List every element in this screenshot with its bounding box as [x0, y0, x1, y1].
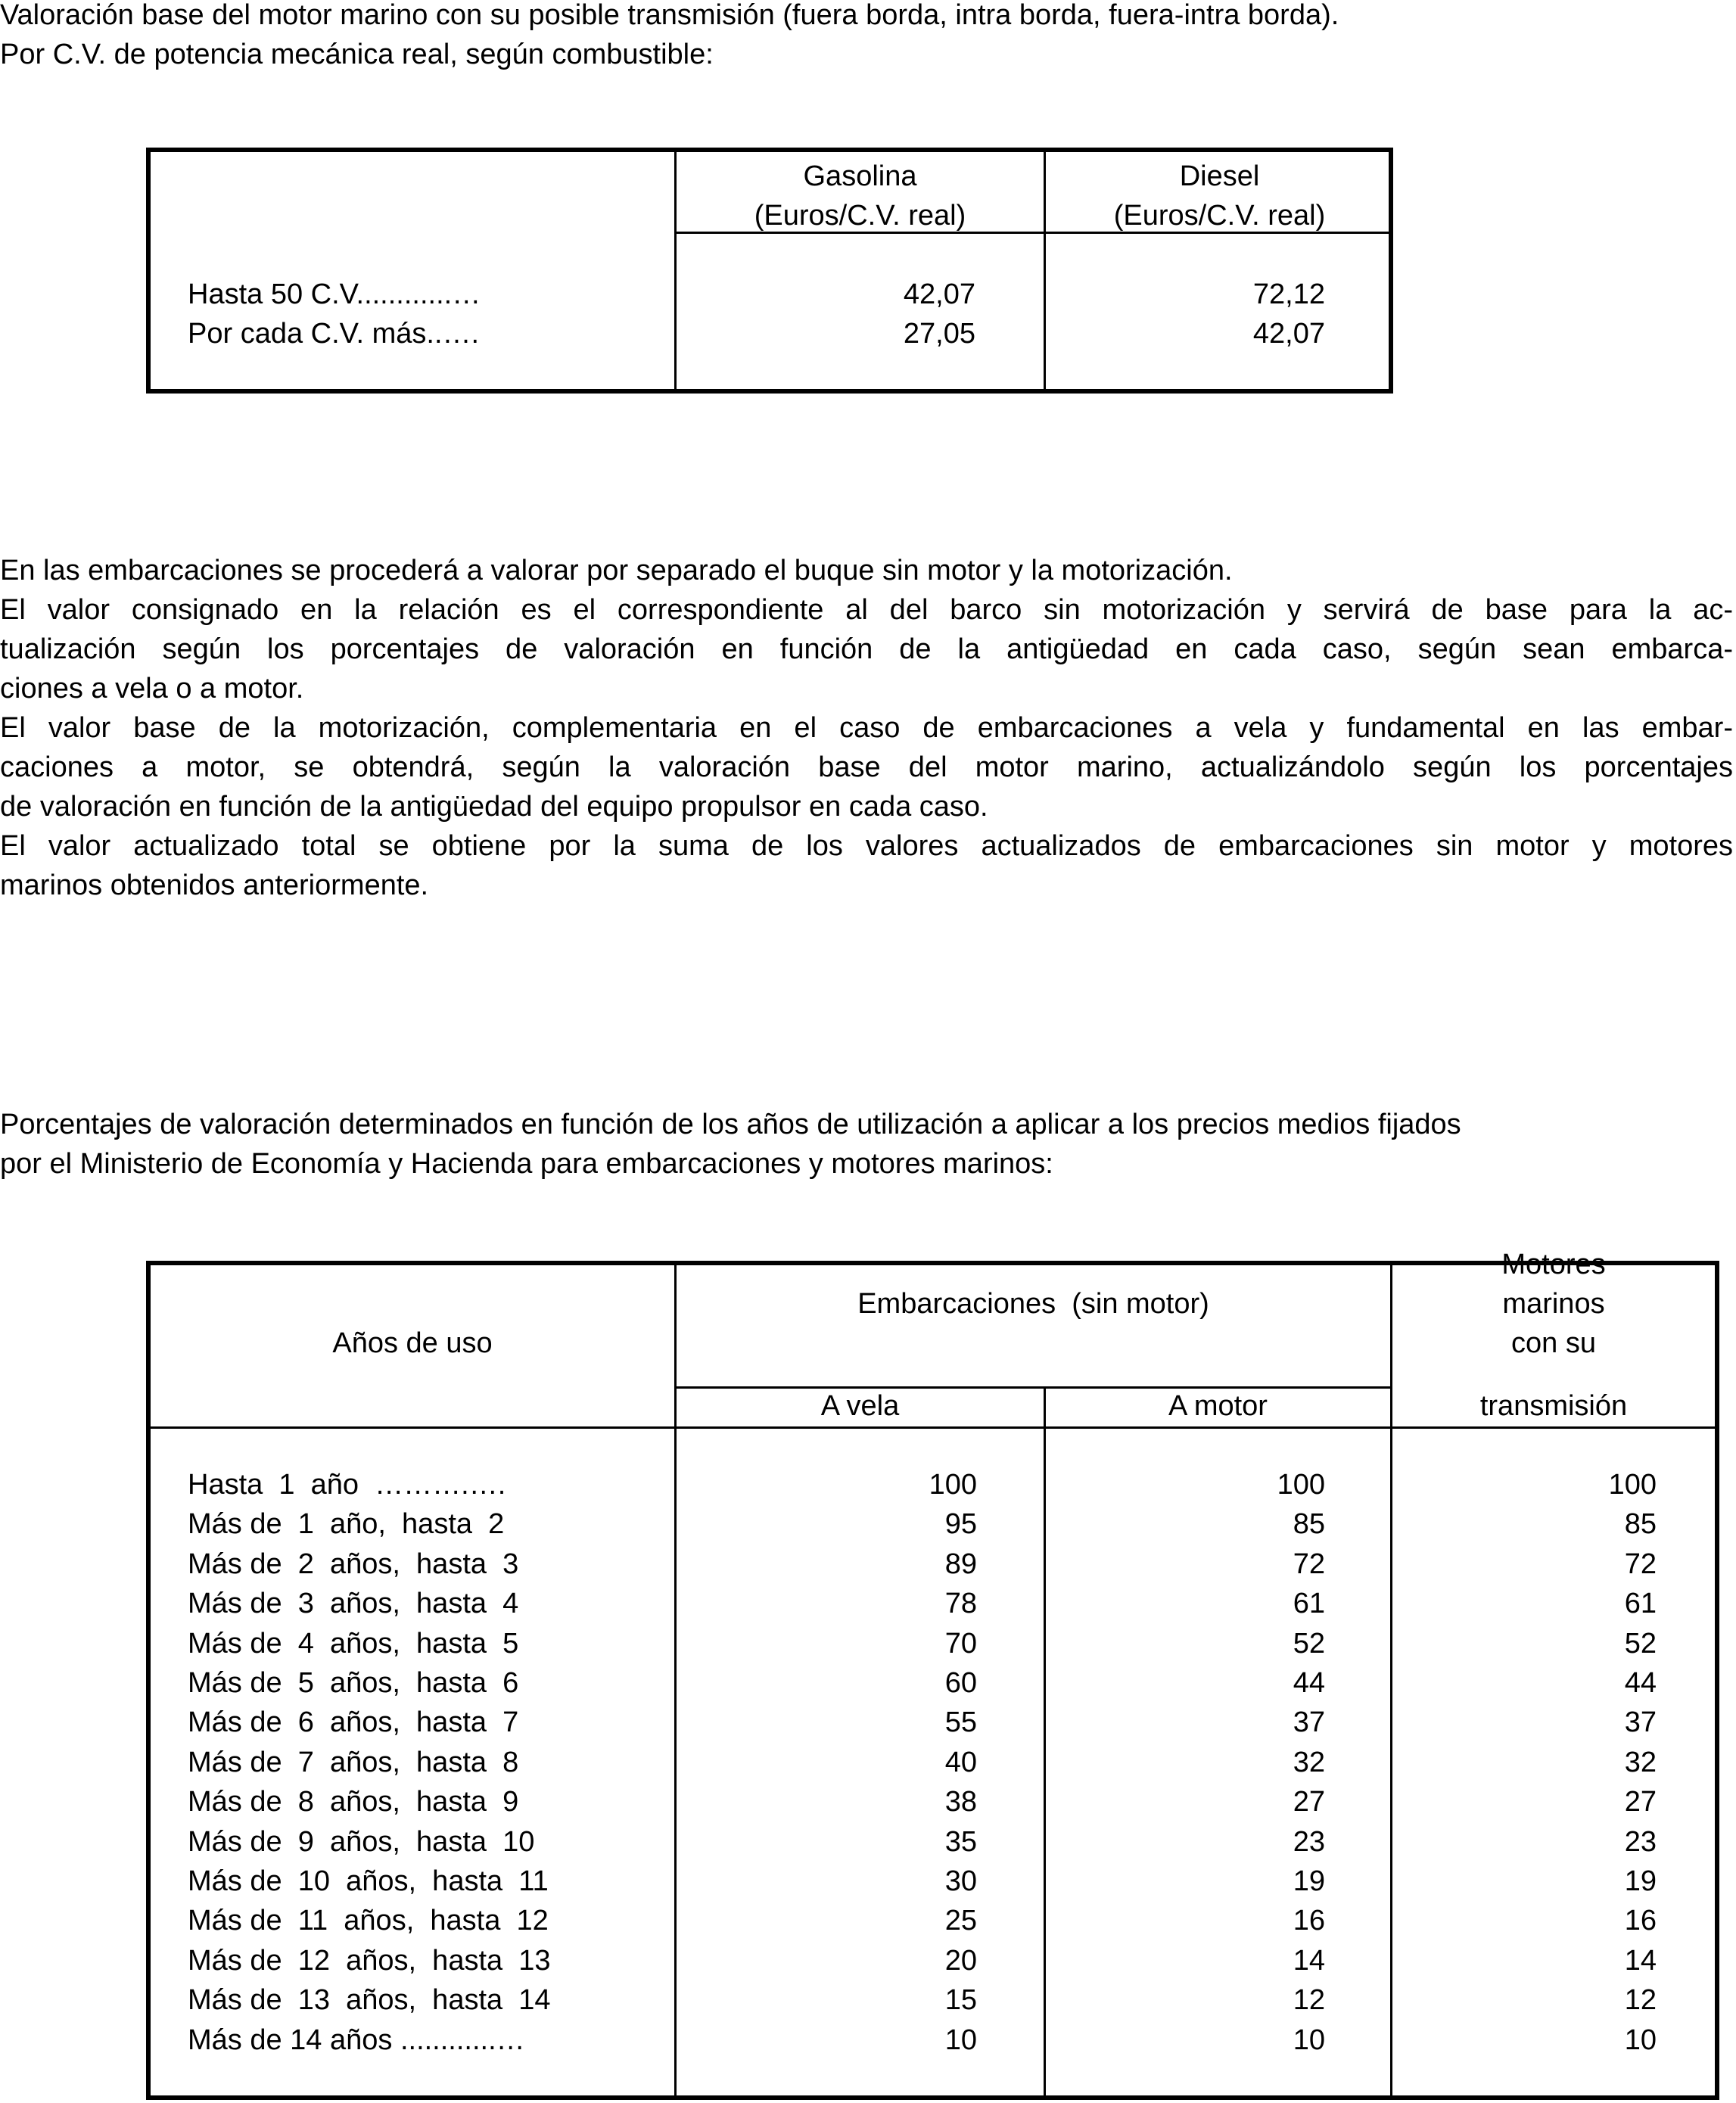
para-line: El valor consignado en la relación es el correspondiente al del barco sin motorización y servirá de base para la ac-	[0, 594, 1733, 626]
para-line: ciones a vela o a motor.	[0, 673, 304, 705]
row-vela: 78	[944, 1588, 977, 1620]
header-motores: con su	[1511, 1327, 1596, 1359]
row-label: Más de 8 años, hasta 9	[188, 1786, 519, 1818]
row-motor: 16	[1293, 1905, 1325, 1937]
para-line: marinos obtenidos anteriormente.	[0, 870, 429, 901]
row-motores: 10	[1624, 2024, 1657, 2056]
row-motores: 32	[1624, 1746, 1657, 1778]
row-motores: 27	[1624, 1786, 1657, 1818]
row-motores: 12	[1624, 1984, 1657, 2017]
row-vela: 25	[944, 1905, 977, 1937]
para-line: caciones a motor, se obtendrá, según la valoración base del motor marino, actualizándolo según los porcentajes	[0, 751, 1733, 783]
row-label: Más de 14 años ............…	[188, 2024, 525, 2056]
row-motor: 23	[1293, 1825, 1325, 1858]
row-label: Más de 5 años, hasta 6	[188, 1667, 519, 1699]
row-motor: 44	[1293, 1667, 1325, 1699]
row-motor: 12	[1293, 1984, 1325, 2017]
fuel-price-table	[146, 148, 1393, 394]
row-vela: 89	[944, 1548, 977, 1580]
header-gasolina: Gasolina	[803, 160, 917, 192]
row-motores: 14	[1624, 1944, 1657, 1977]
row-motores: 44	[1624, 1667, 1657, 1699]
row-motores: 72	[1624, 1548, 1657, 1580]
header-embarcaciones: Embarcaciones (sin motor)	[857, 1288, 1209, 1320]
row-label: Más de 13 años, hasta 14	[188, 1984, 551, 2017]
row-gasolina: 42,07	[903, 278, 975, 310]
para-line: de valoración en función de la antigüedad del equipo propulsor en cada caso.	[0, 791, 988, 823]
table2-divider	[1044, 1386, 1046, 2095]
header-motor: A motor	[1168, 1390, 1268, 1422]
row-motor: 27	[1293, 1786, 1325, 1818]
row-vela: 30	[944, 1865, 977, 1897]
row-label: Por cada C.V. más..….	[188, 318, 480, 350]
para-line: El valor base de la motorización, complementaria en el caso de embarcaciones a vela y fundamental en las embar-	[0, 712, 1733, 744]
row-vela: 100	[929, 1469, 977, 1501]
row-label: Más de 12 años, hasta 13	[188, 1944, 551, 1977]
row-label: Más de 6 años, hasta 7	[188, 1706, 519, 1739]
row-vela: 55	[944, 1706, 977, 1739]
row-motor: 100	[1277, 1469, 1325, 1501]
row-label: Más de 11 años, hasta 12	[188, 1905, 549, 1937]
row-label: Más de 3 años, hasta 4	[188, 1588, 519, 1620]
intro-line-2: Por C.V. de potencia mecánica real, según combustible:	[0, 39, 714, 70]
row-motor: 32	[1293, 1746, 1325, 1778]
row-motores: 61	[1624, 1588, 1657, 1620]
row-motor: 10	[1293, 2024, 1325, 2056]
row-vela: 40	[944, 1746, 977, 1778]
row-motores: 37	[1624, 1706, 1657, 1739]
row-motor: 85	[1293, 1508, 1325, 1541]
row-label: Hasta 1 año ……….….	[188, 1469, 506, 1501]
row-motores: 100	[1608, 1469, 1657, 1501]
row-diesel: 72,12	[1252, 278, 1325, 310]
row-motores: 19	[1624, 1865, 1657, 1897]
row-motores: 23	[1624, 1825, 1657, 1858]
row-vela: 38	[944, 1786, 977, 1818]
row-label: Más de 7 años, hasta 8	[188, 1746, 519, 1778]
row-motor: 14	[1293, 1944, 1325, 1977]
row-motores: 52	[1624, 1627, 1657, 1660]
para-line: En las embarcaciones se procederá a valorar por separado el buque sin motor y la motorización.	[0, 555, 1233, 586]
row-label: Más de 10 años, hasta 11	[188, 1865, 549, 1897]
header-vela: A vela	[820, 1390, 900, 1422]
header-diesel-unit: (Euros/C.V. real)	[1113, 200, 1326, 232]
intro2-line-1: Porcentajes de valoración determinados en función de los años de utilización a aplicar a los precios medios fijados	[0, 1109, 1461, 1140]
row-label: Más de 2 años, hasta 3	[188, 1548, 519, 1580]
row-vela: 60	[944, 1667, 977, 1699]
row-label: Más de 4 años, hasta 5	[188, 1627, 519, 1660]
row-vela: 35	[944, 1825, 977, 1858]
row-vela: 15	[944, 1984, 977, 2017]
row-diesel: 42,07	[1252, 318, 1325, 350]
header-motores: transmisión	[1479, 1390, 1628, 1422]
row-motores: 16	[1624, 1905, 1657, 1937]
depreciation-table	[146, 1249, 1719, 2100]
row-vela: 20	[944, 1944, 977, 1977]
para-line: tualización según los porcentajes de valoración en función de la antigüedad en cada caso, según sean embarca-	[0, 633, 1733, 665]
row-vela: 70	[944, 1627, 977, 1660]
row-label: Más de 1 año, hasta 2	[188, 1508, 505, 1541]
row-label: Hasta 50 C.V............…	[188, 278, 481, 310]
para-line: El valor actualizado total se obtiene por la suma de los valores actualizados de embarcaciones sin motor y motores	[0, 830, 1733, 862]
header-anos: Años de uso	[332, 1327, 493, 1359]
table2-header-rule	[151, 1426, 1715, 1429]
row-vela: 95	[944, 1508, 977, 1541]
header-gasolina-unit: (Euros/C.V. real)	[754, 200, 966, 232]
intro-line-1: Valoración base del motor marino con su posible transmisión (fuera borda, intra borda, fuera-intra borda).	[0, 0, 1339, 31]
row-motor: 19	[1293, 1865, 1325, 1897]
row-motor: 72	[1293, 1548, 1325, 1580]
row-vela: 10	[944, 2024, 977, 2056]
header-diesel: Diesel	[1179, 160, 1260, 192]
row-label: Más de 9 años, hasta 10	[188, 1825, 535, 1858]
header-motores: marinos	[1502, 1288, 1605, 1320]
row-motores: 85	[1624, 1508, 1657, 1541]
row-motor: 37	[1293, 1706, 1325, 1739]
row-motor: 61	[1293, 1588, 1325, 1620]
row-motor: 52	[1293, 1627, 1325, 1660]
header-motores: Motores	[1501, 1249, 1606, 1280]
intro2-line-2: por el Ministerio de Economía y Hacienda para embarcaciones y motores marinos:	[0, 1148, 1053, 1180]
row-gasolina: 27,05	[903, 318, 975, 350]
